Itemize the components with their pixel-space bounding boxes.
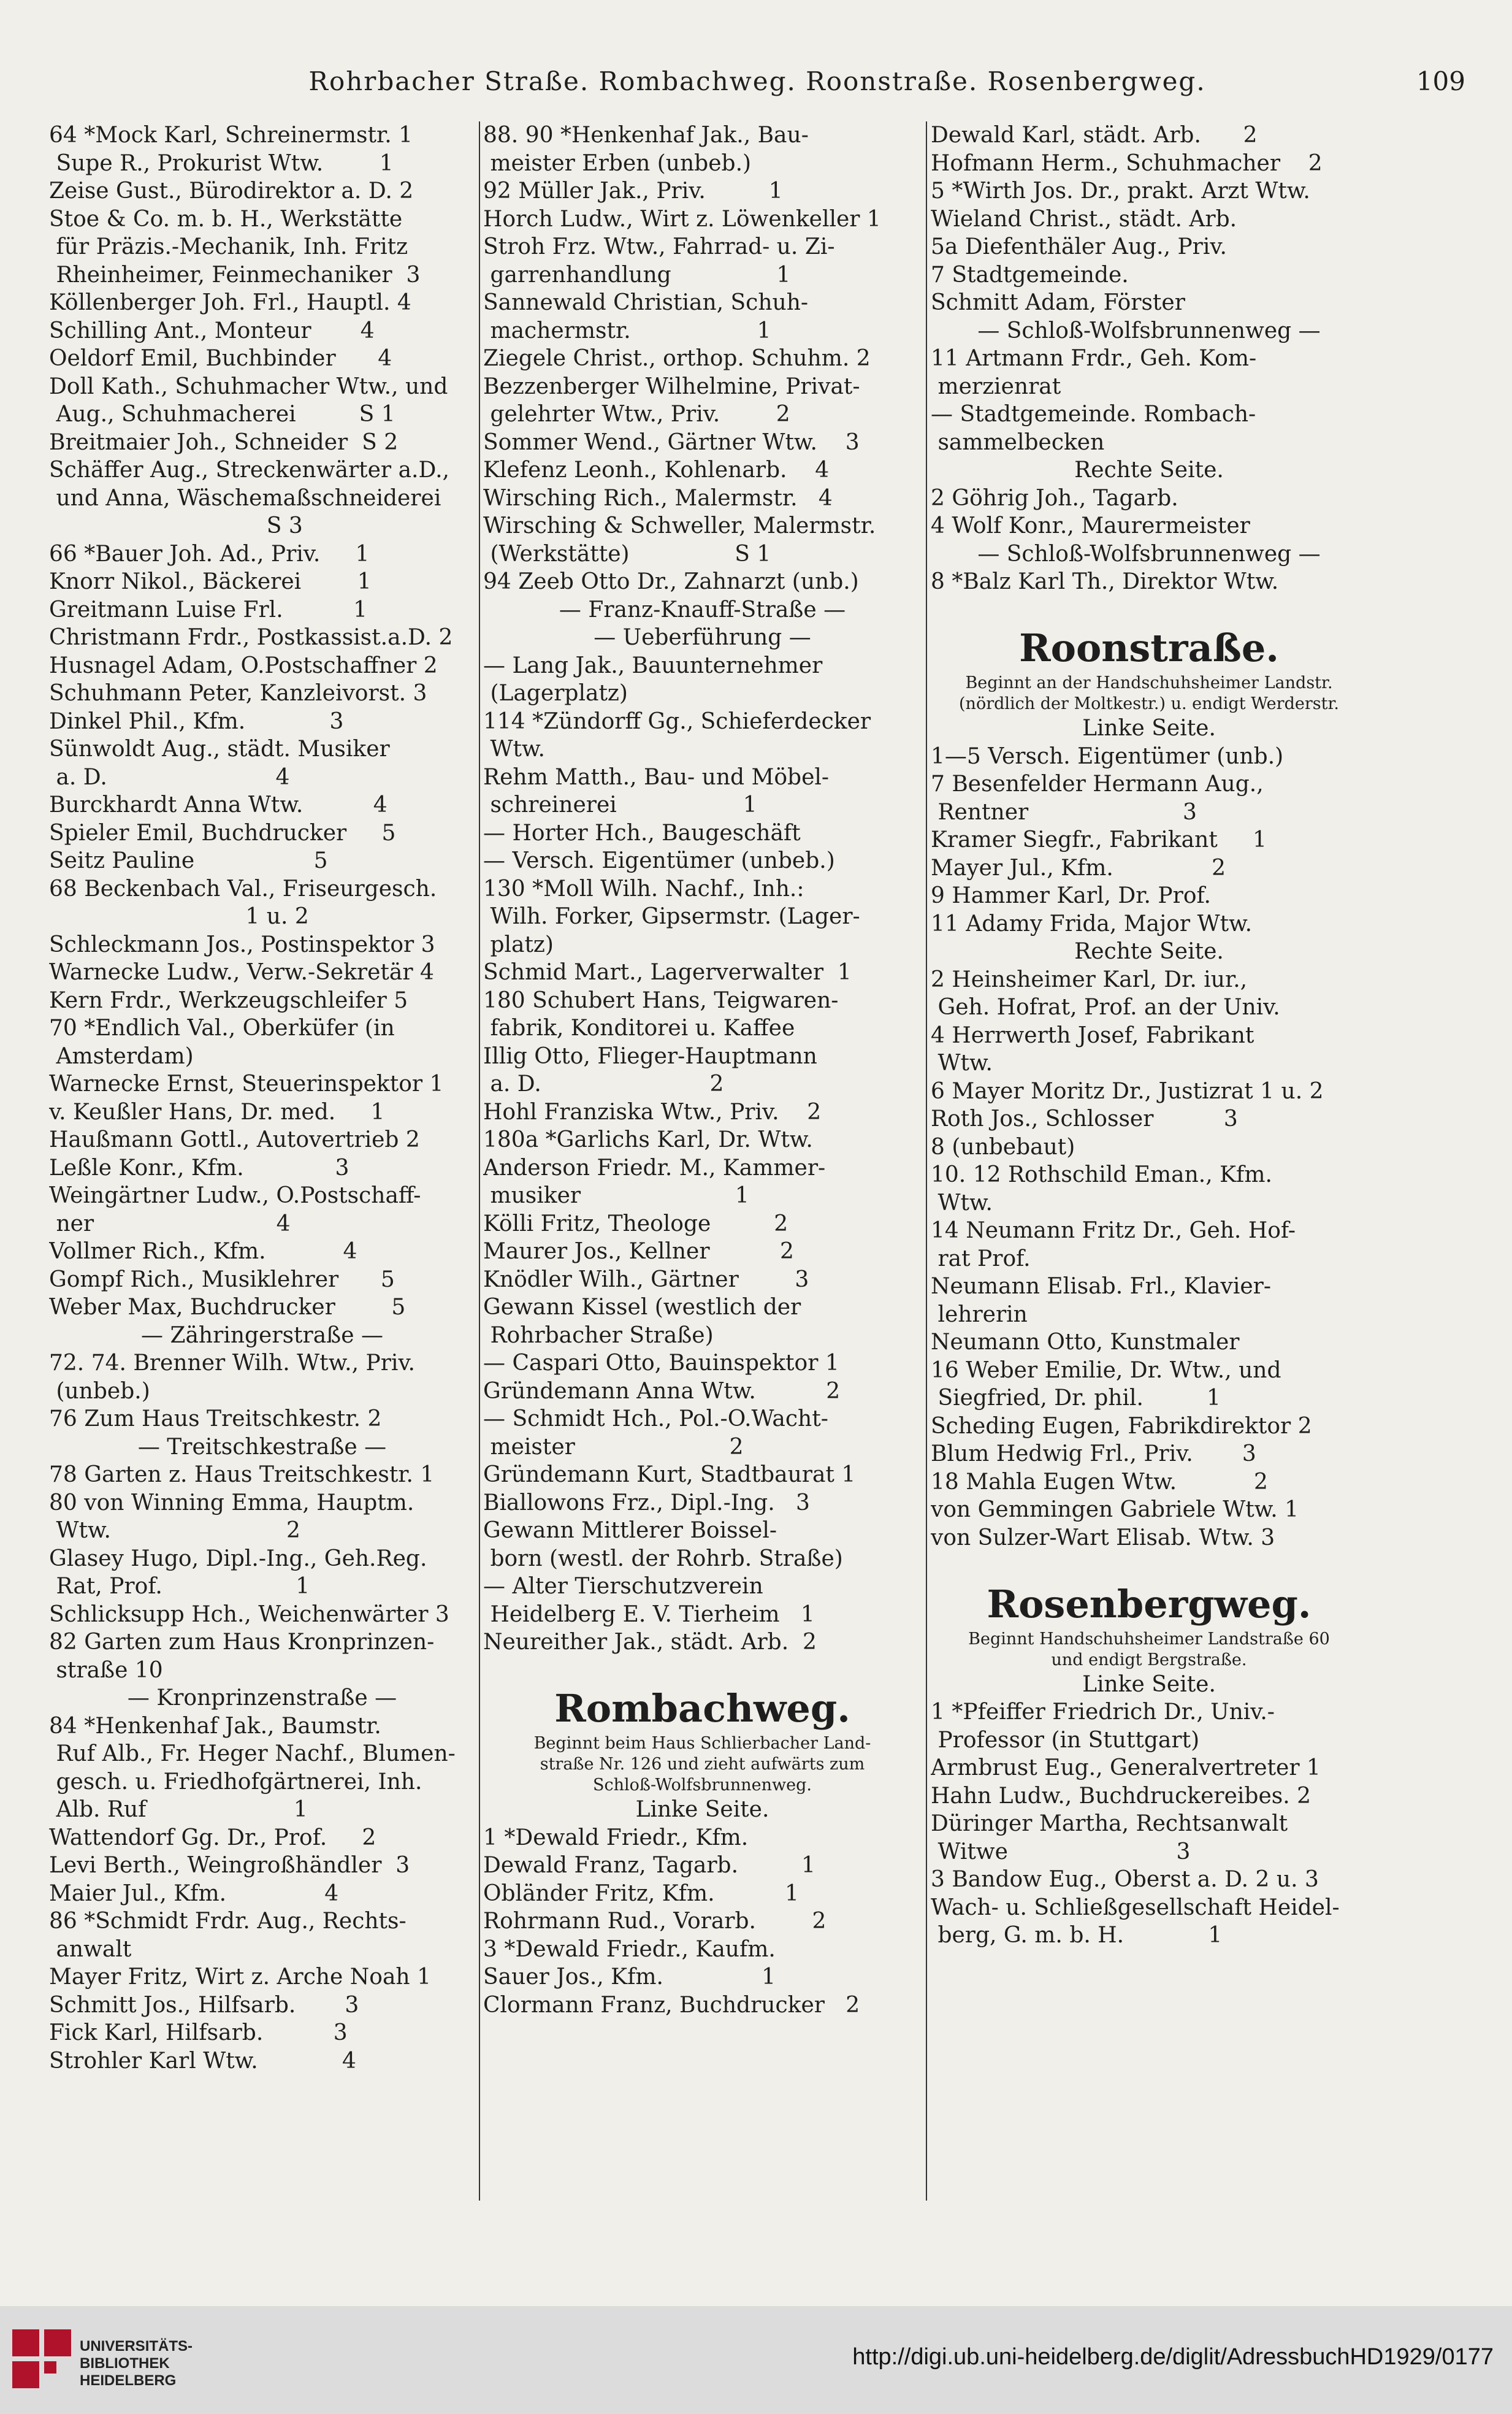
column-left	[49, 121, 475, 2225]
directory-entry-line: 70 *Endlich Val., Oberküfer (in	[49, 1016, 395, 1041]
directory-entry-line: 68 Beckenbach Val., Friseurgesch.	[49, 876, 437, 902]
directory-entry-line: Clormann Franz, Buchdrucker 2	[483, 1992, 860, 2018]
directory-entry-line: Witwe 3	[931, 1839, 1191, 1864]
directory-entry-line: — Schmidt Hch., Pol.-O.Wacht-	[483, 1406, 828, 1431]
directory-entry-line: 88. 90 *Henkenhaf Jak., Bau-	[483, 123, 809, 148]
directory-entry-line: Levi Berth., Weingroßhändler 3	[49, 1853, 410, 1878]
directory-entry-line	[931, 1552, 1367, 1580]
library-logo[interactable]	[12, 2329, 258, 2397]
directory-entry-line: 8 (unbebaut)	[931, 1134, 1075, 1160]
directory-entry-line: Supe R., Prokurist Wtw. 1	[49, 150, 394, 176]
street-heading: Rosenbergweg.	[987, 1581, 1312, 1627]
directory-entry-line: — Caspari Otto, Bauinspektor 1	[483, 1351, 839, 1376]
directory-entry-line: für Präzis.-Mechanik, Inh. Fritz	[49, 234, 408, 259]
directory-entry-line: 130 *Moll Wilh. Nachf., Inh.:	[483, 876, 804, 902]
directory-entry-line: Rohrbacher Straße)	[483, 1322, 714, 1348]
directory-entry-line: Schmitt Adam, Förster	[931, 290, 1185, 315]
directory-entry-line: Ziegele Christ., orthop. Schuhm. 2	[483, 346, 871, 371]
directory-entry-line: Mayer Jul., Kfm. 2	[931, 855, 1226, 881]
section-label: — Ueberführung —	[594, 625, 811, 650]
directory-entry-line: 16 Weber Emilie, Dr. Wtw., und	[931, 1357, 1281, 1383]
directory-entry-line: Hohl Franziska Wtw., Priv. 2	[483, 1099, 822, 1125]
directory-entry-line: Schmitt Jos., Hilfsarb. 3	[49, 1992, 359, 2018]
logo-line: HEIDELBERG	[80, 2372, 177, 2389]
directory-entry-line: Doll Kath., Schuhmacher Wtw., und	[49, 374, 448, 399]
directory-entry-line: Ruf Alb., Fr. Heger Nachf., Blumen-	[49, 1741, 456, 1766]
directory-entry-line: 66 *Bauer Joh. Ad., Priv. 1	[49, 541, 370, 567]
directory-entry-line: 5a Diefenthäler Aug., Priv.	[931, 234, 1227, 259]
directory-entry-line: 8 *Balz Karl Th., Direktor Wtw.	[931, 569, 1279, 594]
directory-entry-line: Köllenberger Joh. Frl., Hauptl. 4	[49, 290, 411, 315]
directory-entry-line: Alb. Ruf 1	[49, 1797, 308, 1822]
directory-entry-line: Stoe & Co. m. b. H., Werkstätte	[49, 206, 403, 232]
directory-entry-line: Sommer Wend., Gärtner Wtw. 3	[483, 429, 860, 455]
column-middle	[483, 121, 922, 2225]
directory-entry-line: Wilh. Forker, Gipsermstr. (Lager-	[483, 904, 860, 929]
directory-entry-line: Professor (in Stuttgart)	[931, 1727, 1200, 1753]
directory-entry-line: 1—5 Versch. Eigentümer (unb.)	[931, 743, 1284, 769]
directory-entry-line: Sauer Jos., Kfm. 1	[483, 1964, 776, 1990]
directory-entry-line: 2 Göhrig Joh., Tagarb.	[931, 485, 1178, 511]
directory-entry-line: 72. 74. Brenner Wilh. Wtw., Priv.	[49, 1351, 415, 1376]
directory-entry-line: Vollmer Rich., Kfm. 4	[49, 1239, 357, 1264]
directory-entry-line: Heidelberg E. V. Tierheim 1	[483, 1601, 815, 1627]
directory-entry-line: — Stadtgemeinde. Rombach-	[931, 402, 1256, 427]
directory-entry-line: 1 *Pfeiffer Friedrich Dr., Univ.-	[931, 1699, 1275, 1725]
directory-entry-line: (unbeb.)	[49, 1378, 150, 1404]
section-label: — Franz-Knauff-Straße —	[559, 597, 846, 623]
directory-entry-line: 2 Heinsheimer Karl, Dr. iur.,	[931, 967, 1248, 992]
directory-entry-line	[483, 1657, 922, 1685]
directory-entry-line: 6 Mayer Moritz Dr., Justizrat 1 u. 2	[931, 1078, 1324, 1104]
directory-entry-line: Aug., Schuhmacherei S 1	[49, 402, 395, 427]
directory-entry-line: Siegfried, Dr. phil. 1	[931, 1385, 1221, 1411]
directory-entry-line: 82 Garten zum Haus Kronprinzen-	[49, 1630, 435, 1655]
directory-entry-line: Knödler Wilh., Gärtner 3	[483, 1266, 809, 1292]
section-label: Rechte Seite.	[1074, 939, 1224, 964]
directory-entry-line: meister 2	[483, 1434, 744, 1460]
section-label: — Schloß-Wolfsbrunnenweg —	[977, 318, 1321, 343]
directory-entry-line: gelehrter Wtw., Priv. 2	[483, 402, 790, 427]
directory-entry-line: Horch Ludw., Wirt z. Löwenkeller 1	[483, 206, 881, 232]
street-heading: Roonstraße.	[1019, 626, 1279, 670]
directory-entry-line: Haußmann Gottl., Autovertrieb 2	[49, 1127, 420, 1152]
footer-bar	[0, 2306, 1512, 2414]
directory-entry-line: Schmid Mart., Lagerverwalter 1	[483, 960, 852, 985]
directory-entry-line: 3 Bandow Eug., Oberst a. D. 2 u. 3	[931, 1867, 1319, 1892]
directory-entry-line: 86 *Schmidt Frdr. Aug., Rechts-	[49, 1909, 407, 1934]
directory-entry-line: Klefenz Leonh., Kohlenarb. 4	[483, 458, 830, 483]
directory-entry-line: 9 Hammer Karl, Dr. Prof.	[931, 883, 1211, 908]
directory-entry-line: (Werkstätte) S 1	[483, 541, 771, 567]
directory-entry-line: Scheding Eugen, Fabrikdirektor 2	[931, 1413, 1312, 1439]
directory-entry-line: berg, G. m. b. H. 1	[931, 1923, 1223, 1948]
directory-entry-line: 180 Schubert Hans, Teigwaren-	[483, 987, 839, 1013]
directory-entry-line: 3 *Dewald Friedr., Kaufm.	[483, 1936, 776, 1962]
directory-entry-line: fabrik, Konditorei u. Kaffee	[483, 1016, 795, 1041]
directory-entry-line: platz)	[483, 932, 554, 957]
column-divider	[926, 121, 927, 2201]
directory-entry-line: merzienrat	[931, 374, 1061, 399]
directory-entry-line: Schleckmann Jos., Postinspektor 3	[49, 932, 435, 957]
source-url-link[interactable]: http://digi.ub.uni-heidelberg.de/diglit/AdressbuchHD1929/0177	[852, 2344, 1494, 2370]
section-label: — Kronprinzenstraße —	[127, 1685, 397, 1711]
street-description: und endigt Bergstraße.	[1051, 1650, 1247, 1669]
directory-entry-line: Biallowons Frz., Dipl.-Ing. 3	[483, 1490, 810, 1515]
street-description: Schloß-Wolfsbrunnenweg.	[593, 1776, 812, 1795]
directory-entry-line: Knorr Nikol., Bäckerei 1	[49, 569, 372, 594]
directory-entry-line: 80 von Winning Emma, Hauptm.	[49, 1490, 414, 1515]
directory-entry-line: 11 Adamy Frida, Major Wtw.	[931, 911, 1253, 937]
directory-entry-line: Maier Jul., Kfm. 4	[49, 1880, 339, 1906]
directory-entry-line: Roth Jos., Schlosser 3	[931, 1106, 1238, 1132]
directory-entry-line: Stroh Frz. Wtw., Fahrrad- u. Zi-	[483, 234, 835, 259]
directory-entry-line: Wirsching Rich., Malermstr. 4	[483, 485, 833, 511]
directory-entry-line: Neumann Otto, Kunstmaler	[931, 1330, 1240, 1355]
directory-entry-line: gesch. u. Friedhofgärtnerei, Inh.	[49, 1769, 422, 1795]
directory-entry-line: Wtw.	[931, 1190, 993, 1216]
directory-entry-line: Wtw.	[483, 737, 545, 762]
directory-entry-line: Wieland Christ., städt. Arb.	[931, 206, 1237, 232]
directory-entry-line: Glasey Hugo, Dipl.-Ing., Geh.Reg.	[49, 1546, 427, 1571]
directory-entry-line: Warnecke Ernst, Steuerinspektor 1	[49, 1071, 444, 1097]
directory-entry-line: Wach- u. Schließgesellschaft Heidel-	[931, 1895, 1340, 1920]
directory-entry-line: Gewann Mittlerer Boissel-	[483, 1518, 777, 1543]
directory-entry-line: Hahn Ludw., Buchdruckereibes. 2	[931, 1783, 1312, 1809]
directory-entry-line: sammelbecken	[931, 429, 1105, 455]
directory-entry-line: Maurer Jos., Kellner 2	[483, 1239, 794, 1264]
directory-entry-line: 84 *Henkenhaf Jak., Baumstr.	[49, 1713, 381, 1739]
directory-entry-line: Gompf Rich., Musiklehrer 5	[49, 1266, 395, 1292]
directory-entry-line: — Versch. Eigentümer (unbeb.)	[483, 848, 835, 873]
directory-entry-line: Rehm Matth., Bau- und Möbel-	[483, 764, 830, 790]
directory-entry-line	[931, 596, 1367, 624]
directory-entry-line: von Sulzer-Wart Elisab. Wtw. 3	[931, 1525, 1275, 1550]
directory-entry-line: Weber Max, Buchdrucker 5	[49, 1295, 406, 1320]
directory-entry-line: 180a *Garlichs Karl, Dr. Wtw.	[483, 1127, 813, 1152]
directory-entry-line: Dewald Karl, städt. Arb. 2	[931, 123, 1258, 148]
directory-entry-line: Weingärtner Ludw., O.Postschaff-	[49, 1183, 421, 1208]
directory-entry-line: garrenhandlung 1	[483, 262, 791, 288]
section-label: Linke Seite.	[1082, 716, 1216, 741]
directory-entry-line: Blum Hedwig Frl., Priv. 3	[931, 1441, 1256, 1466]
directory-entry-line: 10. 12 Rothschild Eman., Kfm.	[931, 1162, 1272, 1187]
directory-entry-line: S 3	[49, 513, 303, 538]
directory-entry-line: Rentner 3	[931, 799, 1197, 825]
section-label: Linke Seite.	[635, 1797, 769, 1822]
logo-line: UNIVERSITÄTS-	[80, 2338, 193, 2355]
street-description: (nördlich der Moltkestr.) u. endigt Werderstr.	[959, 694, 1339, 713]
directory-entry-line: Amsterdam)	[49, 1043, 194, 1069]
directory-entry-line: 1 u. 2	[49, 904, 309, 929]
directory-entry-line: 78 Garten z. Haus Treitschkestr. 1	[49, 1462, 435, 1487]
directory-entry-line: Anderson Friedr. M., Kammer-	[483, 1155, 826, 1181]
column-divider	[479, 121, 480, 2201]
directory-entry-line: Illig Otto, Flieger-Hauptmann	[483, 1043, 817, 1069]
directory-entry-line: Burckhardt Anna Wtw. 4	[49, 792, 388, 818]
directory-entry-line: 7 Besenfelder Hermann Aug.,	[931, 772, 1264, 797]
directory-entry-line: 76 Zum Haus Treitschkestr. 2	[49, 1406, 382, 1431]
directory-entry-line: und Anna, Wäschemaßschneiderei	[49, 485, 441, 511]
directory-entry-line: meister Erben (unbeb.)	[483, 150, 752, 176]
street-description: straße Nr. 126 und zieht aufwärts zum	[540, 1755, 865, 1774]
section-label: Rechte Seite.	[1074, 458, 1224, 483]
directory-entry-line: Bezzenberger Wilhelmine, Privat-	[483, 374, 860, 399]
directory-entry-line: Wirsching & Schweller, Malermstr.	[483, 513, 876, 538]
directory-entry-line: 114 *Zündorff Gg., Schieferdecker	[483, 708, 871, 734]
directory-entry-line: Neureither Jak., städt. Arb. 2	[483, 1630, 817, 1655]
directory-entry-line: 7 Stadtgemeinde.	[931, 262, 1129, 288]
directory-entry-line: Kern Frdr., Werkzeugschleifer 5	[49, 987, 408, 1013]
directory-entry-line: Düringer Martha, Rechtsanwalt	[931, 1811, 1288, 1836]
directory-entry-line: — Horter Hch., Baugeschäft	[483, 820, 801, 846]
street-description: Beginnt beim Haus Schlierbacher Land-	[533, 1734, 871, 1753]
directory-entry-line: 18 Mahla Eugen Wtw. 2	[931, 1469, 1268, 1495]
directory-entry-line: schreinerei 1	[483, 792, 757, 818]
directory-entry-line: Geh. Hofrat, Prof. an der Univ.	[931, 995, 1280, 1020]
directory-entry-line: Seitz Pauline 5	[49, 848, 328, 873]
page-number: 109	[1416, 66, 1465, 96]
directory-entry-line: a. D. 2	[483, 1071, 724, 1097]
directory-entry-line: 4 Wolf Konr., Maurermeister	[931, 513, 1250, 538]
directory-entry-line: 14 Neumann Fritz Dr., Geh. Hof-	[931, 1218, 1296, 1243]
directory-entry-line: — Lang Jak., Bauunternehmer	[483, 653, 823, 678]
directory-entry-line: von Gemmingen Gabriele Wtw. 1	[931, 1497, 1299, 1522]
directory-entry-line: musiker 1	[483, 1183, 749, 1208]
directory-entry-line: 5 *Wirth Jos. Dr., prakt. Arzt Wtw.	[931, 178, 1310, 204]
directory-entry-line: Sannewald Christian, Schuh-	[483, 290, 809, 315]
directory-entry-line: Armbrust Eug., Generalvertreter 1	[931, 1755, 1321, 1780]
directory-entry-line: 64 *Mock Karl, Schreinermstr. 1	[49, 123, 413, 148]
directory-entry-line: Oeldorf Emil, Buchbinder 4	[49, 346, 392, 371]
directory-entry-line: born (westl. der Rohrb. Straße)	[483, 1546, 843, 1571]
logo-line: BIBLIOTHEK	[80, 2355, 170, 2372]
directory-entry-line: Sünwoldt Aug., städt. Musiker	[49, 737, 390, 762]
page-header	[49, 66, 1465, 109]
directory-entry-line: Warnecke Ludw., Verw.-Sekretär 4	[49, 960, 434, 985]
directory-entry-line: Greitmann Luise Frl. 1	[49, 597, 367, 623]
directory-entry-line: Mayer Fritz, Wirt z. Arche Noah 1	[49, 1964, 431, 1990]
directory-entry-line: Gewann Kissel (westlich der	[483, 1295, 801, 1320]
street-description: Beginnt an der Handschuhsheimer Landstr.	[965, 673, 1333, 692]
directory-entry-line: Schuhmann Peter, Kanzleivorst. 3	[49, 681, 427, 706]
directory-entry-line: Husnagel Adam, O.Postschaffner 2	[49, 653, 438, 678]
directory-entry-line: Schäffer Aug., Streckenwärter a.D.,	[49, 458, 449, 483]
column-right	[931, 121, 1367, 2225]
directory-entry-line: Spieler Emil, Buchdrucker 5	[49, 820, 396, 846]
directory-entry-line: ner 4	[49, 1211, 291, 1236]
directory-entry-line: — Alter Tierschutzverein	[483, 1574, 763, 1599]
library-logo-icon	[12, 2329, 71, 2397]
directory-entry-line: 1 *Dewald Friedr., Kfm.	[483, 1825, 749, 1850]
directory-entry-line: Kramer Siegfr., Fabrikant 1	[931, 827, 1267, 853]
directory-entry-line: Breitmaier Joh., Schneider S 2	[49, 429, 399, 455]
directory-entry-line: Dinkel Phil., Kfm. 3	[49, 708, 344, 734]
directory-entry-line: Rohrmann Rud., Vorarb. 2	[483, 1909, 827, 1934]
directory-entry-line: 11 Artmann Frdr., Geh. Kom-	[931, 346, 1257, 371]
library-logo-text	[80, 2338, 193, 2389]
directory-entry-line: Wattendorf Gg. Dr., Prof. 2	[49, 1825, 376, 1850]
directory-entry-line: Rat, Prof. 1	[49, 1574, 310, 1599]
directory-entry-line: v. Keußler Hans, Dr. med. 1	[49, 1099, 385, 1125]
directory-entry-line: Kölli Fritz, Theologe 2	[483, 1211, 788, 1236]
directory-entry-line: straße 10	[49, 1657, 163, 1683]
directory-entry-line: Hofmann Herm., Schuhmacher 2	[931, 150, 1323, 176]
directory-entry-line: Gründemann Kurt, Stadtbaurat 1	[483, 1462, 856, 1487]
directory-entry-line: lehrerin	[931, 1301, 1028, 1327]
directory-entry-line: Rheinheimer, Feinmechaniker 3	[49, 262, 421, 288]
directory-entry-line: rat Prof.	[931, 1246, 1031, 1271]
directory-entry-line: Christmann Frdr., Postkassist.a.D. 2	[49, 625, 453, 650]
street-description: Beginnt Handschuhsheimer Landstraße 60	[968, 1629, 1330, 1649]
section-label: — Treitschkestraße —	[137, 1434, 387, 1460]
street-heading: Rombachweg.	[554, 1686, 850, 1731]
section-label: — Schloß-Wolfsbrunnenweg —	[977, 541, 1321, 567]
directory-entry-line: Neumann Elisab. Frl., Klavier-	[931, 1274, 1272, 1299]
directory-entry-line: Schilling Ant., Monteur 4	[49, 318, 375, 343]
directory-entry-line: Gründemann Anna Wtw. 2	[483, 1378, 841, 1404]
directory-entry-line: Dewald Franz, Tagarb. 1	[483, 1853, 815, 1878]
directory-entry-line: Schlicksupp Hch., Weichenwärter 3	[49, 1601, 449, 1627]
directory-entry-line: Fick Karl, Hilfsarb. 3	[49, 2020, 348, 2045]
directory-entry-line: Leßle Konr., Kfm. 3	[49, 1155, 349, 1181]
section-label: — Zähringerstraße —	[141, 1322, 383, 1348]
directory-entry-line: Strohler Karl Wtw. 4	[49, 2048, 356, 2074]
directory-entry-line: a. D. 4	[49, 764, 290, 790]
directory-entry-line: anwalt	[49, 1936, 132, 1962]
directory-entry-line: 94 Zeeb Otto Dr., Zahnarzt (unb.)	[483, 569, 859, 594]
directory-entry-line: Obländer Fritz, Kfm. 1	[483, 1880, 799, 1906]
directory-entry-line: 4 Herrwerth Josef, Fabrikant	[931, 1022, 1254, 1048]
directory-entry-line: Wtw.	[931, 1051, 993, 1076]
section-label: Linke Seite.	[1082, 1671, 1216, 1697]
directory-entry-line: machermstr. 1	[483, 318, 771, 343]
directory-entry-line: Wtw. 2	[49, 1518, 300, 1543]
directory-entry-line: (Lagerplatz)	[483, 681, 628, 706]
directory-entry-line: Zeise Gust., Bürodirektor a. D. 2	[49, 178, 414, 204]
directory-entry-line: 92 Müller Jak., Priv. 1	[483, 178, 783, 204]
running-title: Rohrbacher Straße. Rombachweg. Roonstraße. Rosenbergweg.	[308, 66, 1206, 96]
